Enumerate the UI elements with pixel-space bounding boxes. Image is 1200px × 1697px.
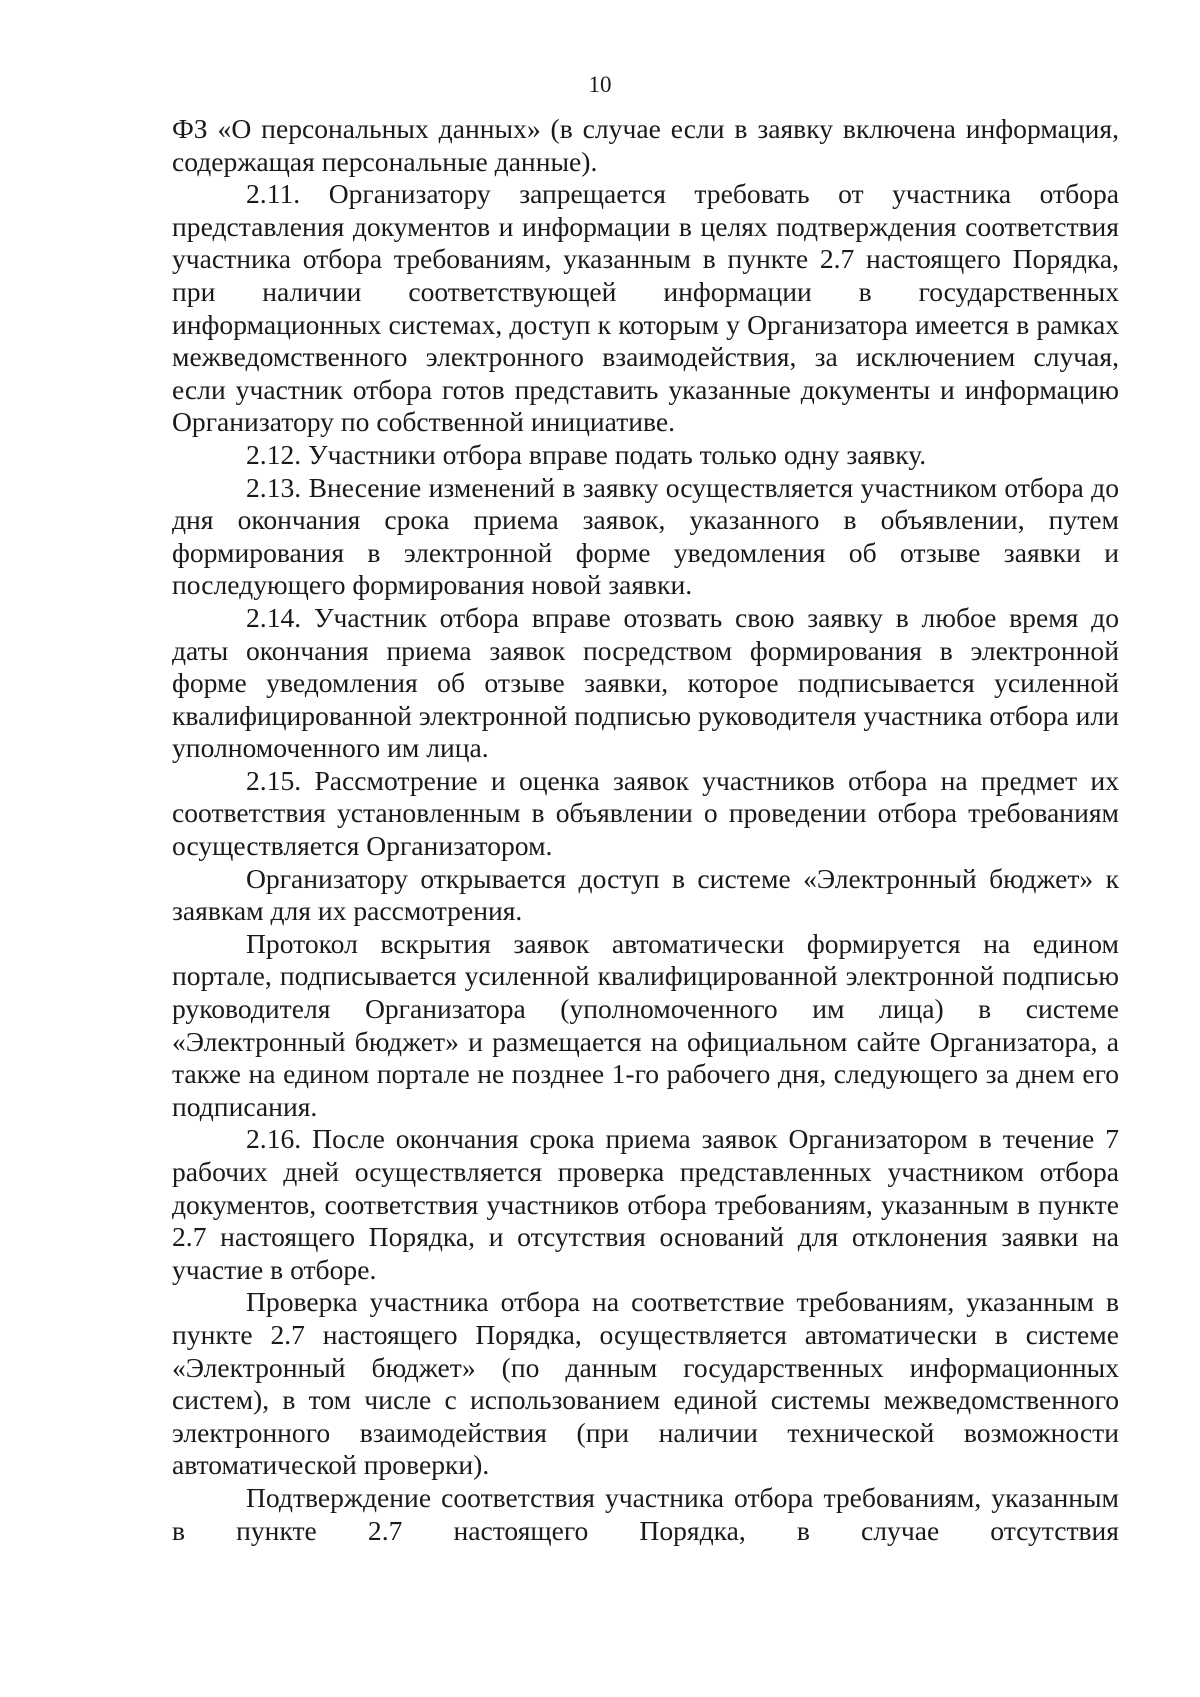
- paragraph-2-15: 2.15. Рассмотрение и оценка заявок участников отбора на предмет их соответствия установленным в объявлении о проведении отбора требованиям осуществляется Организатором.: [172, 764, 1119, 862]
- document-body: [172, 113, 1119, 1547]
- paragraph-continued: Подтверждение соответствия участника отбора требованиям, указанным в пункте 2.7 настоящего Порядка, в случае отсутствия: [172, 1481, 1119, 1546]
- paragraph-2-11: 2.11. Организатору запрещается требовать от участника отбора представления документов и информации в целях подтверждения соответствия участника отбора требованиям, указанным в пункте 2.7 настоящего Порядка, при наличии соответствующей информации в государственных информационных системах, доступ к которым у Организатора имеется в рамках межведомственного электронного взаимодействия, за исключением случая, если участник отбора готов представить указанные документы и информацию Организатору по собственной инициативе.: [172, 178, 1119, 438]
- paragraph: Проверка участника отбора на соответствие требованиям, указанным в пункте 2.7 настоящего Порядка, осуществляется автоматически в системе «Электронный бюджет» (по данным государственных информационных систем), в том числе с использованием единой системы межведомственного электронного взаимодействия (при наличии технической возможности автоматической проверки).: [172, 1286, 1119, 1481]
- paragraph: Организатору открывается доступ в системе «Электронный бюджет» к заявкам для их рассмотрения.: [172, 862, 1119, 927]
- paragraph: ФЗ «О персональных данных» (в случае если в заявку включена информация, содержащая персональные данные).: [172, 113, 1119, 177]
- paragraph-2-16: 2.16. После окончания срока приема заявок Организатором в течение 7 рабочих дней осуществляется проверка представленных участником отбора документов, соответствия участников отбора требованиям, указанным в пункте 2.7 настоящего Порядка, и отсутствия оснований для отклонения заявки на участие в отборе.: [172, 1123, 1119, 1285]
- paragraph-2-12: 2.12. Участники отбора вправе подать только одну заявку.: [246, 438, 927, 470]
- page-number: 10: [588, 72, 612, 97]
- paragraph-2-14: 2.14. Участник отбора вправе отозвать свою заявку в любое время до даты окончания приема заявок посредством формирования в электронной форме уведомления об отзыве заявки, которое подписывается усиленной квалифицированной электронной подписью руководителя участника отбора или уполномоченного им лица.: [172, 601, 1119, 764]
- paragraph: Протокол вскрытия заявок автоматически формируется на едином портале, подписывается усиленной квалифицированной электронной подписью руководителя Организатора (уполномоченного им лица) в системе «Электронный бюджет» и размещается на официальном сайте Организатора, а также на едином портале не позднее 1-го рабочего дня, следующего за днем его подписания.: [172, 927, 1119, 1122]
- paragraph-2-13: 2.13. Внесение изменений в заявку осуществляется участником отбора до дня окончания срока приема заявок, указанного в объявлении, путем формирования в электронной форме уведомления об отзыве заявки и последующего формирования новой заявки.: [172, 471, 1119, 601]
